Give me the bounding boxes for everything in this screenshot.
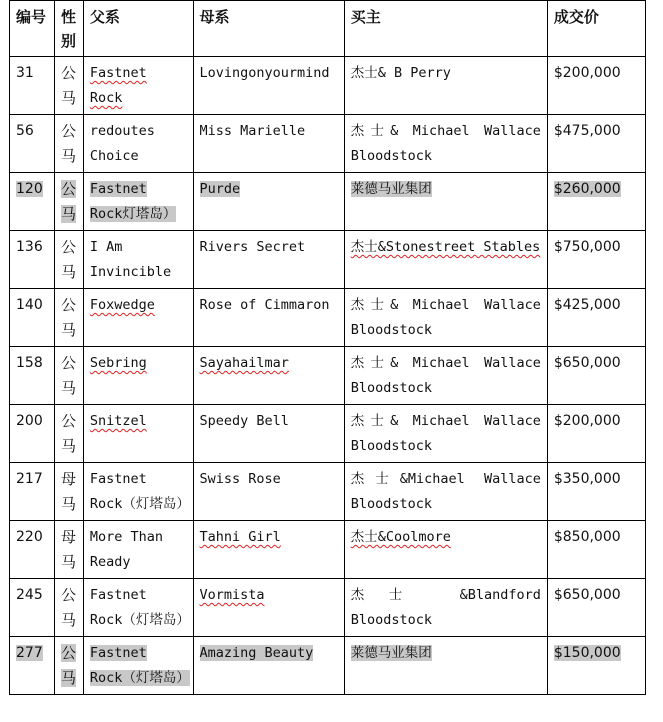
header-gender: 性别	[55, 1, 84, 57]
table-row	[10, 521, 646, 579]
cell-sire: Foxwedge	[83, 289, 193, 347]
cell-sire: Fastnet Rock（灯塔岛）	[83, 579, 193, 637]
cell-gender: 公马	[55, 579, 84, 637]
table-row	[10, 463, 646, 521]
cell-price: $650,000	[547, 347, 645, 405]
cell-id: 140	[10, 289, 55, 347]
cell-id: 200	[10, 405, 55, 463]
cell-id: 31	[10, 57, 55, 115]
cell-id: 277	[10, 637, 55, 695]
table-row	[10, 405, 646, 463]
cell-sire: redoutes Choice	[83, 115, 193, 173]
cell-id: 120	[10, 173, 55, 231]
cell-dam: Rose of Cimmaron	[193, 289, 344, 347]
cell-dam: Vormista	[193, 579, 344, 637]
cell-sire: Snitzel	[83, 405, 193, 463]
cell-sire: Fastnet Rock	[83, 57, 193, 115]
table-row	[10, 57, 646, 115]
table-row	[10, 231, 646, 289]
cell-id: 56	[10, 115, 55, 173]
cell-gender: 公马	[55, 57, 84, 115]
cell-id: 158	[10, 347, 55, 405]
cell-price: $750,000	[547, 231, 645, 289]
cell-buyer: 杰士& Michael Wallace Bloodstock	[344, 347, 547, 405]
cell-buyer: 杰士& Michael Wallace Bloodstock	[344, 405, 547, 463]
table-row	[10, 637, 646, 695]
cell-buyer: 莱德马业集团	[344, 173, 547, 231]
table-row	[10, 289, 646, 347]
cell-id: 220	[10, 521, 55, 579]
cell-dam: Speedy Bell	[193, 405, 344, 463]
header-price: 成交价	[547, 1, 645, 57]
header-id: 编号	[10, 1, 55, 57]
cell-price: $650,000	[547, 579, 645, 637]
cell-buyer: 杰士&Stonestreet Stables	[344, 231, 547, 289]
header-sire: 父系	[83, 1, 193, 57]
cell-dam: Swiss Rose	[193, 463, 344, 521]
horse-sales-table	[9, 0, 646, 695]
cell-gender: 母马	[55, 521, 84, 579]
cell-sire: Fastnet Rock灯塔岛）	[83, 173, 193, 231]
cell-gender: 母马	[55, 463, 84, 521]
cell-dam: Sayahailmar	[193, 347, 344, 405]
cell-price: $850,000	[547, 521, 645, 579]
cell-gender: 公马	[55, 231, 84, 289]
cell-dam: Rivers Secret	[193, 231, 344, 289]
cell-price: $150,000	[547, 637, 645, 695]
cell-id: 245	[10, 579, 55, 637]
cell-gender: 公马	[55, 173, 84, 231]
cell-gender: 公马	[55, 289, 84, 347]
cell-price: $200,000	[547, 405, 645, 463]
cell-sire: Fastnet Rock（灯塔岛）	[83, 463, 193, 521]
cell-sire: Sebring	[83, 347, 193, 405]
cell-dam: Lovingonyourmind	[193, 57, 344, 115]
cell-price: $350,000	[547, 463, 645, 521]
cell-gender: 公马	[55, 637, 84, 695]
cell-dam: Miss Marielle	[193, 115, 344, 173]
table-row	[10, 347, 646, 405]
cell-buyer: 莱德马业集团	[344, 637, 547, 695]
cell-dam: Tahni Girl	[193, 521, 344, 579]
cell-id: 136	[10, 231, 55, 289]
header-dam: 母系	[193, 1, 344, 57]
table-row	[10, 579, 646, 637]
cell-sire: More Than Ready	[83, 521, 193, 579]
header-buyer: 买主	[344, 1, 547, 57]
cell-sire: Fastnet Rock（灯塔岛）	[83, 637, 193, 695]
cell-gender: 公马	[55, 405, 84, 463]
cell-price: $200,000	[547, 57, 645, 115]
cell-buyer: 杰士 &Blandford Bloodstock	[344, 579, 547, 637]
cell-buyer: 杰士& Michael Wallace Bloodstock	[344, 115, 547, 173]
cell-gender: 公马	[55, 115, 84, 173]
table-row	[10, 173, 646, 231]
cell-price: $475,000	[547, 115, 645, 173]
cell-buyer: 杰士& B Perry	[344, 57, 547, 115]
cell-price: $425,000	[547, 289, 645, 347]
header-row	[10, 1, 646, 57]
cell-dam: Purde	[193, 173, 344, 231]
cell-gender: 公马	[55, 347, 84, 405]
cell-price: $260,000	[547, 173, 645, 231]
cell-buyer: 杰士&Coolmore	[344, 521, 547, 579]
cell-buyer: 杰士& Michael Wallace Bloodstock	[344, 289, 547, 347]
table-row	[10, 115, 646, 173]
cell-dam: Amazing Beauty	[193, 637, 344, 695]
cell-buyer: 杰士&Michael Wallace Bloodstock	[344, 463, 547, 521]
cell-sire: I Am Invincible	[83, 231, 193, 289]
cell-id: 217	[10, 463, 55, 521]
